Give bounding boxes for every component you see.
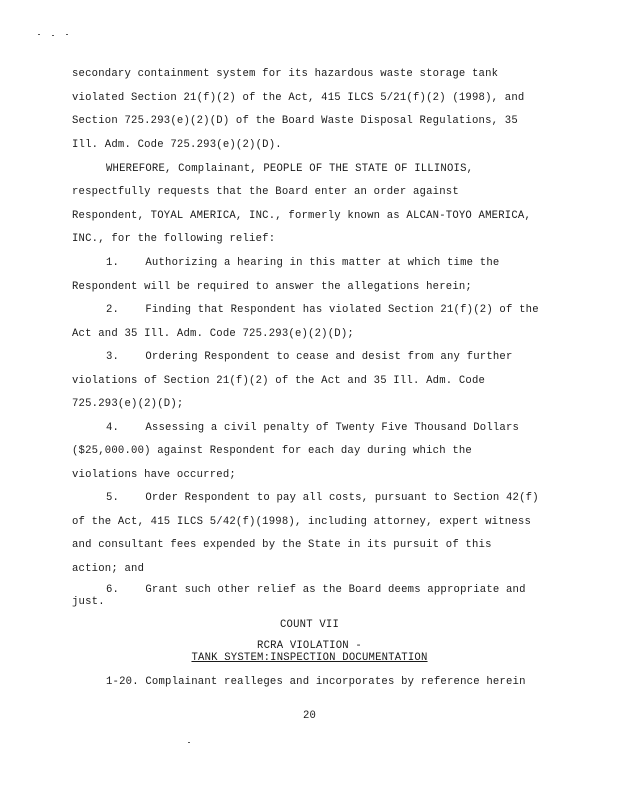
- count-heading: COUNT VII: [279, 619, 339, 631]
- body-line: 725.293(e)(2)(D);: [72, 398, 184, 410]
- body-line: violations have occurred;: [72, 469, 236, 481]
- relief-item: 3. Ordering Respondent to cease and desist from any further: [106, 351, 513, 363]
- relief-item: 1. Authorizing a hearing in this matter at which time the: [106, 257, 500, 269]
- scan-speck: [38, 34, 40, 35]
- body-line: and consultant fees expended by the State in its pursuit of this: [72, 539, 492, 551]
- relief-item: 5. Order Respondent to pay all costs, pursuant to Section 42(f): [106, 492, 539, 504]
- body-line: Respondent, TOYAL AMERICA, INC., formerly known as ALCAN-TOYO AMERICA,: [72, 210, 532, 222]
- body-line: INC., for the following relief:: [72, 233, 276, 245]
- body-line: Section 725.293(e)(2)(D) of the Board Waste Disposal Regulations, 35: [72, 115, 518, 127]
- body-line: Respondent will be required to answer the allegations herein;: [72, 281, 472, 293]
- scan-speck: [52, 35, 54, 36]
- violation-heading: RCRA VIOLATION -: [257, 640, 362, 652]
- body-line: Ill. Adm. Code 725.293(e)(2)(D).: [72, 139, 282, 151]
- body-line: of the Act, 415 ILCS 5/42(f)(1998), including attorney, expert witness: [72, 516, 532, 528]
- page-number: 20: [302, 710, 317, 722]
- scan-speck: [188, 742, 190, 743]
- relief-item: 6. Grant such other relief as the Board deems appropriate and: [106, 584, 526, 596]
- body-line: Act and 35 Ill. Adm. Code 725.293(e)(2)(D);: [72, 328, 354, 340]
- body-line: secondary containment system for its hazardous waste storage tank: [72, 68, 499, 80]
- body-line: respectfully requests that the Board enter an order against: [72, 186, 459, 198]
- body-line: WHEREFORE, Complainant, PEOPLE OF THE STATE OF ILLINOIS,: [106, 163, 474, 175]
- body-line: ($25,000.00) against Respondent for each day during which the: [72, 445, 472, 457]
- body-line: just.: [72, 596, 105, 608]
- relief-item: 4. Assessing a civil penalty of Twenty Five Thousand Dollars: [106, 422, 520, 434]
- body-line: 1-20. Complainant realleges and incorporates by reference herein: [106, 676, 526, 688]
- body-line: violations of Section 21(f)(2) of the Act and 35 Ill. Adm. Code: [72, 375, 486, 387]
- body-line: violated Section 21(f)(2) of the Act, 415 ILCS 5/21(f)(2) (1998), and: [72, 92, 525, 104]
- scan-speck: [66, 34, 68, 35]
- body-line: action; and: [72, 563, 145, 575]
- violation-subheading: TANK SYSTEM:INSPECTION DOCUMENTATION: [191, 652, 428, 664]
- relief-item: 2. Finding that Respondent has violated Section 21(f)(2) of the: [106, 304, 539, 316]
